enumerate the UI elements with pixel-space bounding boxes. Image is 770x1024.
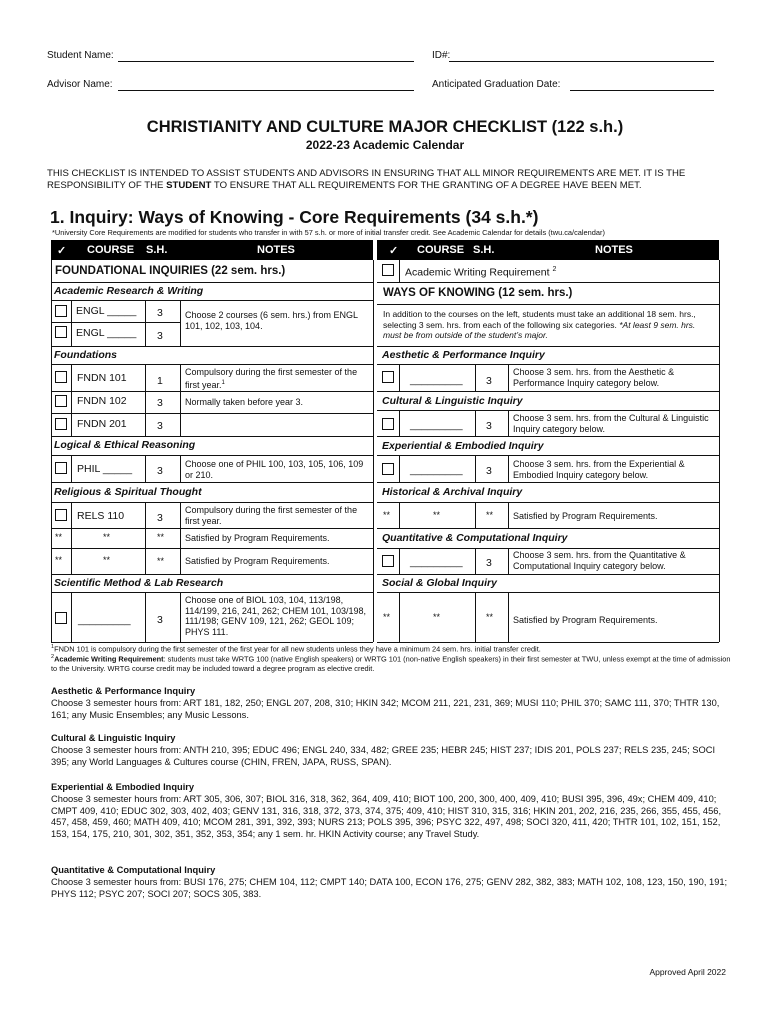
aesthetic-heading: Aesthetic & Performance Inquiry <box>382 349 545 361</box>
checkbox[interactable] <box>55 305 67 317</box>
block-heading: Cultural & Linguistic Inquiry <box>51 733 176 743</box>
block-text: Choose 3 semester hours from: ANTH 210, 395; EDUC 496; ENGL 240, 334, 482; GREE 235; HEBR 245; HIST 237; IDIS 201, POLS 237; RELS 235, 245; SOCI 395; any World Languages & Cultures course (CHIN, FREN, JAPA, RUSS, SPAN). <box>51 745 716 767</box>
section-heading: 1. Inquiry: Ways of Knowing - Core Requirements (34 s.h.*) <box>50 207 539 227</box>
approved-date: Approved April 2022 <box>649 967 726 977</box>
block-text: Choose 3 semester hours from: ART 181, 182, 250; ENGL 207, 208, 310; HKIN 342; MCOM 211, 221, 231, 369; MUSI 110; PHIL 370; SAMC 111, 370; THTR 130, 161; any Music Ensembles; any Music Lessons. <box>51 698 720 720</box>
academic-research-heading: Academic Research & Writing <box>54 285 204 297</box>
checkbox[interactable] <box>382 264 394 276</box>
id-label: ID#: <box>432 50 451 61</box>
quantitative-heading: Quantitative & Computational Inquiry <box>382 532 568 544</box>
advisor-name-field[interactable] <box>118 80 414 91</box>
block-heading: Experiential & Embodied Inquiry <box>51 782 195 792</box>
checkbox[interactable] <box>382 555 394 567</box>
advisor-name-label: Advisor Name: <box>47 79 113 90</box>
student-name-field[interactable] <box>118 51 414 62</box>
checkbox[interactable] <box>55 509 67 521</box>
grad-date-label: Anticipated Graduation Date: <box>432 79 561 90</box>
footnote-1: $^1$FNDN 101 is compulsory during the first semester of the first year for all new students unless they have a minimum 24 sem. hrs. initial transfer credit. <box>51 644 541 654</box>
check-icon: ✓ <box>389 245 399 257</box>
checkbox[interactable] <box>55 326 67 338</box>
section-note: *University Core Requirements are modified for students who transfer in with 57 s.h. or more of initial transfer credit. See Academic Calendar for details (twu.ca/calendar) <box>52 228 605 237</box>
cultural-heading: Cultural & Linguistic Inquiry <box>382 395 523 407</box>
id-field[interactable] <box>449 51 714 62</box>
social-heading: Social & Global Inquiry <box>382 577 497 589</box>
foundations-heading: Foundations <box>54 349 117 361</box>
check-icon: ✓ <box>57 245 67 257</box>
table-header-right: ✓ COURSE S.H. NOTES <box>377 240 719 260</box>
page-subtitle: 2022-23 Academic Calendar <box>305 138 465 152</box>
checkbox[interactable] <box>55 371 67 383</box>
block-text: Choose 3 semester hours from: ART 305, 306, 307; BIOL 316, 318, 362, 364, 409, 410; BIOT 100, 200, 300, 400, 409, 410; BUSI 395, 396, 49x; CHEM 409, 410; CMPT 409, 410; EDUC 302, 303, 402, 403; GENV 131, 316, 318, 372, 373, 374, 375; 409, 410; HIST 310, 315, 316; HKIN 201, 202, 216, 235, 266, 355, 455, 456, 457, 458, 459, 460; MATH 409, 410; MCOM 281, 391, 392, 393; NURS 213; POLS 395, 396; PSYC 322, 497, 498; SOCI 320, 411, 420; THTR 101, 102, 151, 152, 153, 154, 175, 210, 301, 302, 351, 352, 353, 354; any 1 sem. hr. HKIN Activity course; any Travel Study. <box>51 794 722 839</box>
religious-heading: Religious & Spiritual Thought <box>54 486 202 498</box>
scientific-heading: Scientific Method & Lab Research <box>54 577 224 589</box>
grad-date-field[interactable] <box>570 80 714 91</box>
student-name-label: Student Name: <box>47 50 114 61</box>
checkbox[interactable] <box>55 462 67 474</box>
checkbox[interactable] <box>382 463 394 475</box>
academic-writing-requirement: Academic Writing Requirement $^2$ <box>405 266 557 279</box>
table-header-left: ✓ COURSE S.H. NOTES <box>51 240 373 260</box>
checkbox[interactable] <box>55 418 67 430</box>
checkbox[interactable] <box>55 612 67 624</box>
checkbox[interactable] <box>382 371 394 383</box>
block-heading: Quantitative & Computational Inquiry <box>51 865 216 875</box>
footnote-2: $^2$Academic Writing Requirement: students must take WRTG 100 (native English speakers) or WRTG 101 (non-native English speakers) in their first semester at TWU, unless exempt at the time of admission to the University. WRTG course credit may be included toward a degree program as elective credit. <box>51 654 731 673</box>
page-title: CHRISTIANITY AND CULTURE MAJOR CHECKLIST (122 s.h.) <box>146 118 624 136</box>
foundational-heading: FOUNDATIONAL INQUIRIES (22 sem. hrs.) <box>55 265 286 277</box>
checkbox[interactable] <box>382 418 394 430</box>
checkbox[interactable] <box>55 395 67 407</box>
ways-of-knowing-heading: WAYS OF KNOWING (12 sem. hrs.) <box>383 287 573 299</box>
logical-heading: Logical & Ethical Reasoning <box>54 439 196 451</box>
experiential-heading: Experiential & Embodied Inquiry <box>382 440 544 452</box>
block-text: Choose 3 semester hours from: BUSI 176, 275; CHEM 104, 112; CMPT 140; DATA 100, ECON 176, 275; GENV 282, 382, 383; MATH 102, 108, 123, 150, 190, 191; PHYS 112; PSYC 207; SOCI 207; SOCS 305, 383. <box>51 877 728 899</box>
intro-text: THIS CHECKLIST IS INTENDED TO ASSIST STUDENTS AND ADVISORS IN ENSURING THAT ALL MINOR REQUIREMENTS ARE MET. IT IS THE RESPONSIBILITY OF THE STUDENT TO ENSURE THAT ALL REQUIREMENTS FOR THE GRANTING OF A DEGREE HAVE BEEN MET. <box>47 168 686 191</box>
block-heading: Aesthetic & Performance Inquiry <box>51 686 196 696</box>
historical-heading: Historical & Archival Inquiry <box>382 486 523 498</box>
